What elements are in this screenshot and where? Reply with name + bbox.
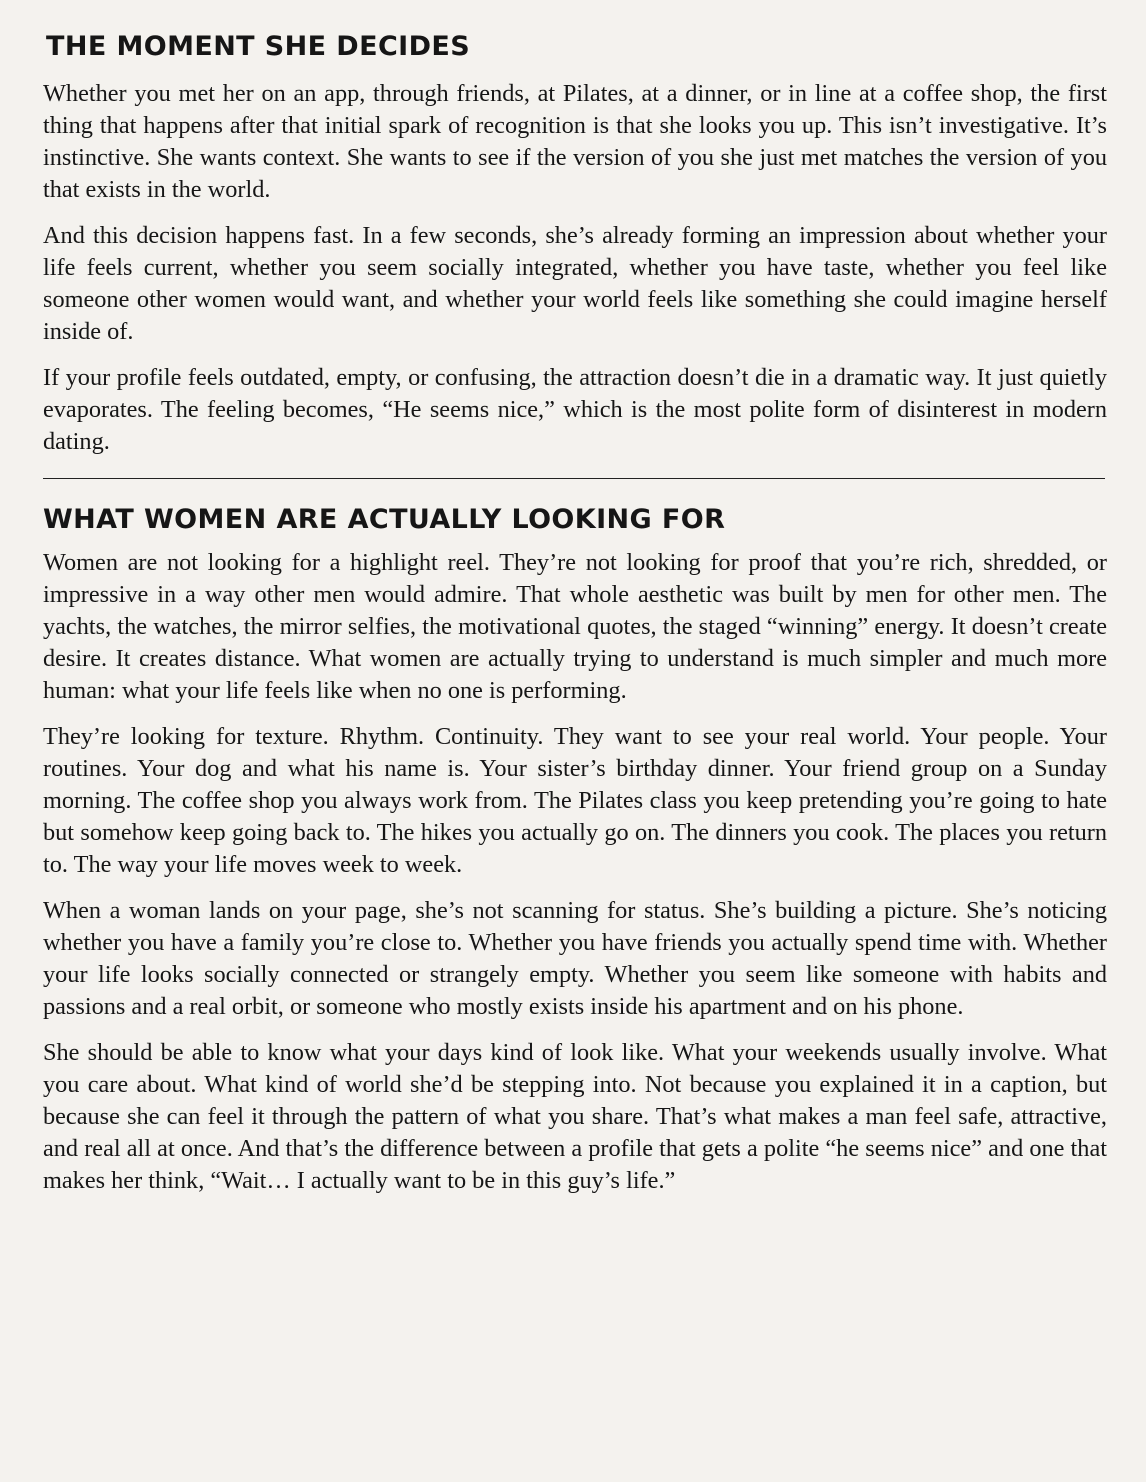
section-divider [43,478,1105,479]
paragraph: Whether you met her on an app, through friends, at Pilates, at a dinner, or in line at a coffee shop, the first thing that happens after that initial spark of recognition is that she looks you up. This isn’t investigative. It’s instinctive. She wants context. She wants to see if the version of you she just met matches the version of you that exists in the world. [43,80,1107,203]
section-title: WHAT WOMEN ARE ACTUALLY LOOKING FOR [43,504,726,535]
paragraph: When a woman lands on your page, she’s not scanning for status. She’s building a picture. She’s noticing whether you have a family you’re close to. Whether you have friends you actually spend time with. Whether your life looks socially connected or strangely empty. Whether you seem like someone with habits and passions and a real orbit, or someone who mostly exists inside his apartment and on his phone. [43,897,1107,1020]
section-moment-she-decides [43,28,1107,458]
document-page [43,28,1107,1211]
paragraph: They’re looking for texture. Rhythm. Continuity. They want to see your real world. Your people. Your routines. Your dog and what his name is. Your sister’s birthday dinner. Your friend group on a Sunday morning. The coffee shop you always work from. The Pilates class you keep pretending you’re going to hate but somehow keep going back to. The hikes you actually go on. The dinners you cook. The places you return to. The way your life moves week to week. [43,723,1107,878]
paragraph: If your profile feels outdated, empty, or confusing, the attraction doesn’t die in a dramatic way. It just quietly evaporates. The feeling becomes, “He seems nice,” which is the most polite form of disinterest in modern dating. [43,364,1107,455]
paragraph: She should be able to know what your days kind of look like. What your weekends usually involve. What you care about. What kind of world she’d be stepping into. Not because you explained it in a caption, but because she can feel it through the pattern of what you share. That’s what makes a man feel safe, attractive, and real all at once. And that’s the difference between a profile that gets a polite “he seems nice” and one that makes her think, “Wait… I actually want to be in this guy’s life.” [43,1039,1107,1194]
section-title: THE MOMENT SHE DECIDES [46,31,471,62]
paragraph: Women are not looking for a highlight reel. They’re not looking for proof that you’re rich, shredded, or impressive in a way other men would admire. That whole aesthetic was built by men for other men. The yachts, the watches, the mirror selfies, the motivational quotes, the staged “winning” energy. It doesn’t create desire. It creates distance. What women are actually trying to understand is much simpler and much more human: what your life feels like when no one is performing. [43,549,1107,704]
paragraph: And this decision happens fast. In a few seconds, she’s already forming an impression about whether your life feels current, whether you seem socially integrated, whether you have taste, whether you feel like someone other women would want, and whether your world feels like something she could imagine herself inside of. [43,222,1107,345]
section-what-women-look-for [43,501,1107,1197]
